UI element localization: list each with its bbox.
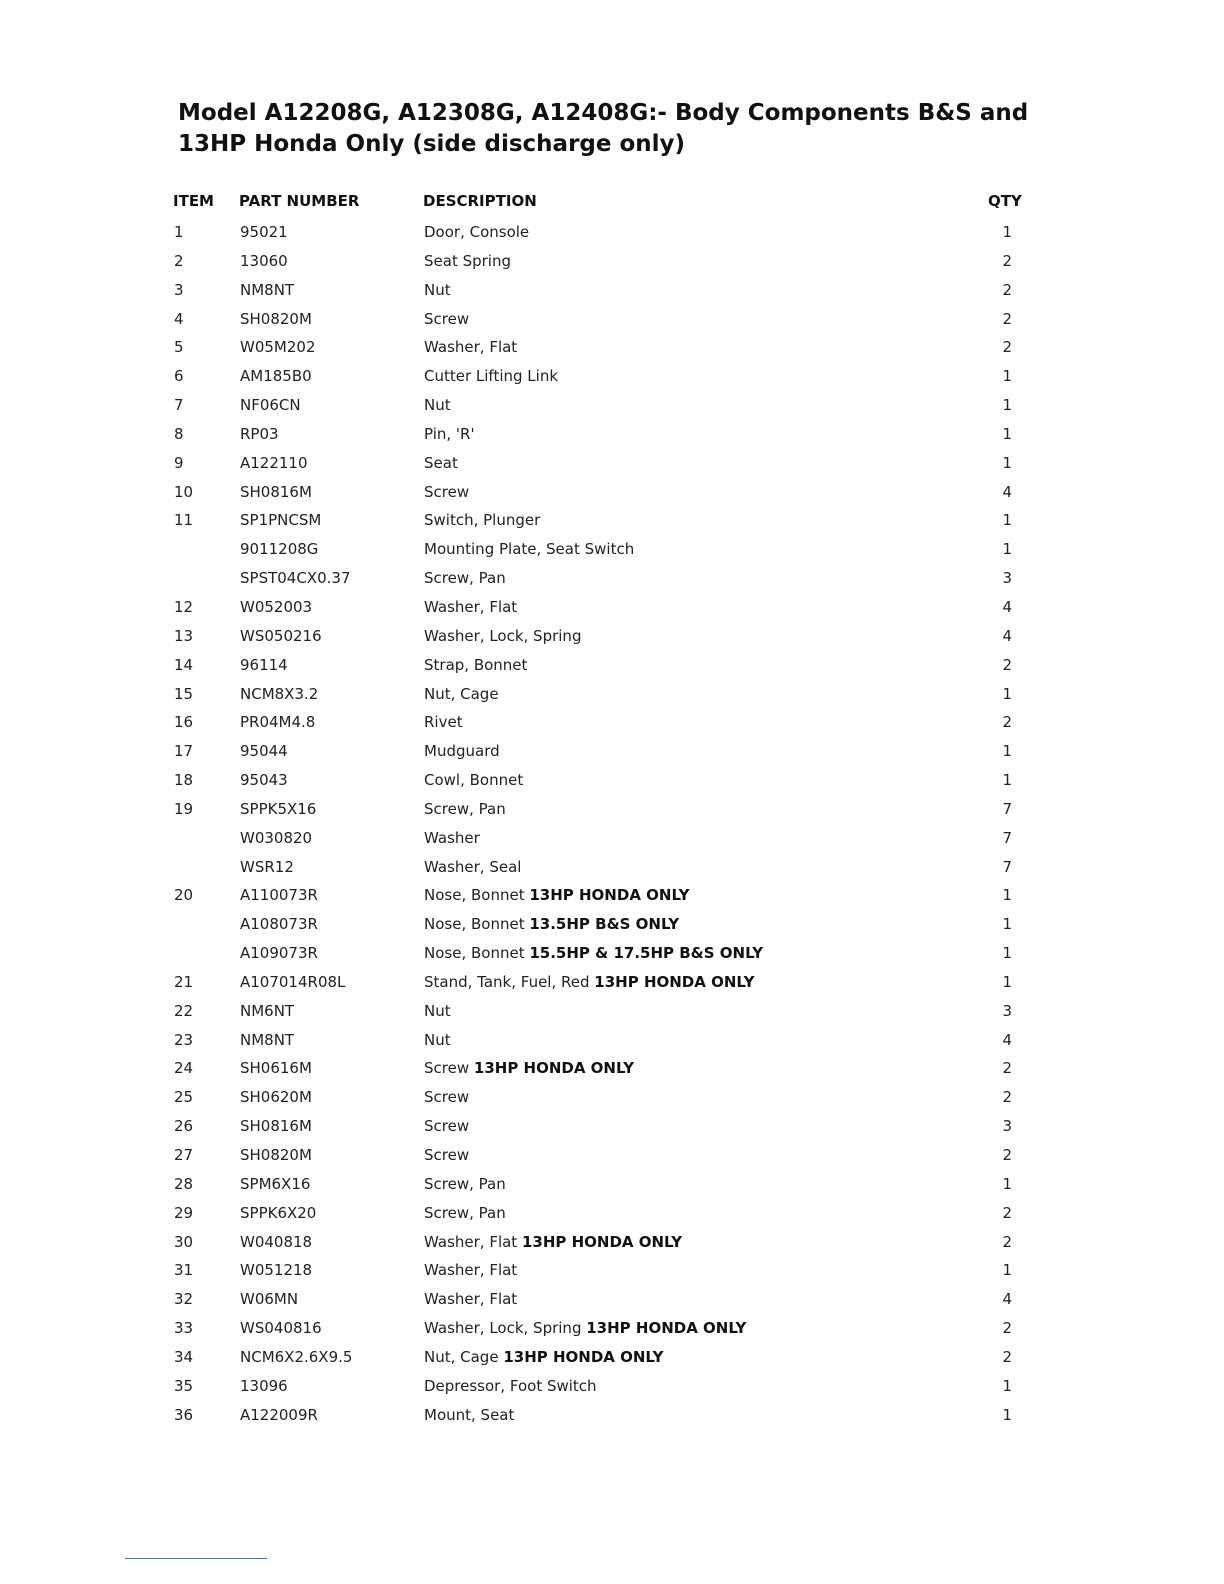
table-row: [0, 1285, 1224, 1314]
quantity: 3: [1002, 569, 1012, 588]
quantity: 1: [1002, 684, 1012, 703]
part-number: W05M202: [240, 338, 316, 357]
table-row: [0, 766, 1224, 795]
table-row: [0, 651, 1224, 680]
part-number: 9011208G: [240, 540, 319, 559]
quantity: 2: [1002, 1347, 1012, 1366]
description-text: Door, Console: [424, 223, 530, 241]
description-text: Screw: [424, 1088, 470, 1107]
part-number: 95043: [240, 771, 288, 790]
table-row: [0, 218, 1224, 247]
part-number: NM6NT: [240, 1001, 295, 1020]
part-number: NM8NT: [240, 280, 295, 299]
quantity: 1: [1002, 367, 1012, 386]
table-row: [0, 1401, 1224, 1430]
description: [424, 1261, 517, 1279]
description: [424, 1088, 469, 1106]
part-number: A108073R: [240, 915, 318, 934]
item-number: 36: [174, 1405, 194, 1424]
part-number: SP1PNCSM: [240, 511, 322, 530]
description: [424, 1233, 682, 1251]
quantity: 1: [1002, 1405, 1012, 1424]
part-number: 96114: [240, 655, 288, 674]
description: [424, 1290, 517, 1308]
item-number: 32: [174, 1290, 194, 1309]
description: [424, 425, 475, 443]
description-text: Screw, Pan: [424, 1203, 506, 1222]
item-number: 5: [174, 338, 184, 357]
description: [424, 973, 754, 991]
description-text: Seat: [424, 453, 458, 472]
description-text: Cutter Lifting Link: [424, 367, 559, 386]
part-number: SH0816M: [240, 1117, 312, 1136]
quantity: 3: [1002, 1001, 1012, 1020]
table-row: [0, 1083, 1224, 1112]
table-row: [0, 362, 1224, 391]
engine-note: 13HP HONDA ONLY: [594, 972, 755, 991]
description-text: Washer: [424, 828, 480, 847]
description-text: Screw, Pan: [424, 1174, 506, 1193]
quantity: 4: [1002, 1030, 1012, 1049]
item-number: 29: [174, 1203, 194, 1222]
description: [424, 886, 690, 904]
description-text: Nut: [424, 1001, 451, 1020]
description: [424, 944, 763, 962]
description-text: Nut: [424, 396, 451, 415]
item-number: 26: [174, 1117, 194, 1136]
item-number: 7: [174, 396, 184, 415]
table-row: [0, 420, 1224, 449]
quantity: 2: [1002, 655, 1012, 674]
description-text: Mudguard: [424, 742, 500, 761]
table-row: [0, 305, 1224, 334]
description: [424, 742, 500, 760]
description: [424, 800, 506, 818]
item-number: 11: [174, 511, 194, 530]
table-row: [0, 391, 1224, 420]
quantity: 1: [1002, 511, 1012, 530]
table-row: [0, 1170, 1224, 1199]
description: [424, 627, 581, 645]
item-number: 2: [174, 251, 184, 270]
quantity: 2: [1002, 1088, 1012, 1107]
part-number: SPPK5X16: [240, 799, 317, 818]
engine-note: 13HP HONDA ONLY: [529, 886, 690, 905]
quantity: 1: [1002, 424, 1012, 443]
part-number: SH0616M: [240, 1059, 312, 1078]
description-text: Washer, Seal: [424, 857, 522, 876]
item-number: 21: [174, 972, 194, 991]
item-number: 16: [174, 713, 194, 732]
description: [424, 1348, 664, 1366]
quantity: 1: [1002, 1174, 1012, 1193]
part-number: A110073R: [240, 886, 318, 905]
table-row: [0, 939, 1224, 968]
part-number: WSR12: [240, 857, 294, 876]
description: [424, 1002, 451, 1020]
description-text: Nut: [424, 1030, 451, 1049]
table-row: [0, 1112, 1224, 1141]
page-title: Model A12208G, A12308G, A12408G:- Body Components B&S and 13HP Honda Only (side discharge only): [178, 100, 1029, 157]
quantity: 4: [1002, 1290, 1012, 1309]
quantity: 1: [1002, 972, 1012, 991]
item-number: 15: [174, 684, 194, 703]
table-row: [0, 1054, 1224, 1083]
table-row: [0, 333, 1224, 362]
item-number: 28: [174, 1174, 194, 1193]
description: [424, 367, 558, 385]
part-number: W040818: [240, 1232, 313, 1251]
description-text: Screw: [424, 1059, 470, 1078]
part-number: PR04M4.8: [240, 713, 316, 732]
description-text: Strap, Bonnet: [424, 655, 528, 674]
table-row: [0, 1026, 1224, 1055]
description-text: Screw: [424, 1146, 470, 1164]
description-text: Mount, Seat: [424, 1405, 515, 1424]
item-number: 31: [174, 1261, 194, 1280]
description: [424, 713, 463, 731]
part-number: A109073R: [240, 944, 318, 963]
quantity: 1: [1002, 223, 1012, 241]
description-text: Washer, Flat: [424, 1261, 518, 1280]
description: [424, 338, 517, 356]
description: [424, 1175, 506, 1193]
part-number: SH0816M: [240, 482, 312, 501]
item-number: 14: [174, 655, 194, 674]
description: [424, 656, 527, 674]
quantity: 1: [1002, 453, 1012, 472]
quantity: 4: [1002, 482, 1012, 501]
part-number: RP03: [240, 424, 279, 443]
part-number: SH0620M: [240, 1088, 312, 1107]
quantity: 7: [1002, 828, 1012, 847]
item-number: 18: [174, 771, 194, 790]
part-number: 13060: [240, 251, 288, 270]
item-number: 10: [174, 482, 194, 501]
table-row: [0, 968, 1224, 997]
description: [424, 540, 634, 558]
description-text: Screw: [424, 309, 470, 328]
item-number: 30: [174, 1232, 194, 1251]
quantity: 1: [1002, 771, 1012, 790]
description: [424, 915, 679, 933]
description: [424, 1406, 514, 1424]
table-row: [0, 708, 1224, 737]
quantity: 2: [1002, 1146, 1012, 1164]
description: [424, 223, 529, 241]
part-number: SPPK6X20: [240, 1203, 317, 1222]
description-text: Nose, Bonnet: [424, 886, 525, 905]
item-number: 4: [174, 309, 184, 328]
quantity: 1: [1002, 915, 1012, 934]
quantity: 1: [1002, 1261, 1012, 1280]
description: [424, 310, 469, 328]
part-number: NCM6X2.6X9.5: [240, 1347, 353, 1366]
parts-table: [0, 218, 1224, 1429]
part-number: 95044: [240, 742, 288, 761]
table-row: [0, 1199, 1224, 1228]
part-number: A107014R08L: [240, 972, 346, 991]
item-number: 12: [174, 597, 194, 616]
quantity: 1: [1002, 886, 1012, 905]
description: [424, 252, 511, 270]
table-row: [0, 1228, 1224, 1257]
item-number: 27: [174, 1146, 194, 1164]
description: [424, 858, 521, 876]
part-number: WS040816: [240, 1319, 322, 1338]
quantity: 1: [1002, 1376, 1012, 1395]
table-row: [0, 881, 1224, 910]
quantity: 1: [1002, 396, 1012, 415]
part-number: NF06CN: [240, 396, 301, 415]
table-row: [0, 1372, 1224, 1401]
part-number: A122110: [240, 453, 308, 472]
description-text: Screw, Pan: [424, 799, 506, 818]
part-number: SPM6X16: [240, 1174, 311, 1193]
item-number: 23: [174, 1030, 194, 1049]
table-row: [0, 795, 1224, 824]
part-number: NCM8X3.2: [240, 684, 319, 703]
part-number: NM8NT: [240, 1030, 295, 1049]
description: [424, 1031, 451, 1049]
description: [424, 511, 540, 529]
part-number: W06MN: [240, 1290, 299, 1309]
table-row: [0, 680, 1224, 709]
part-number: SH0820M: [240, 309, 312, 328]
table-row: [0, 1343, 1224, 1372]
table-row: [0, 247, 1224, 276]
item-number: 34: [174, 1347, 194, 1366]
description-text: Screw: [424, 1117, 470, 1136]
part-number: A122009R: [240, 1405, 318, 1424]
engine-note: 13HP HONDA ONLY: [586, 1319, 747, 1338]
table-row: [0, 824, 1224, 853]
description-text: Washer, Flat: [424, 597, 518, 616]
footer-divider: [125, 1558, 267, 1559]
description: [424, 281, 451, 299]
engine-note: 13.5HP B&S ONLY: [529, 915, 680, 934]
item-number: 8: [174, 424, 184, 443]
description: [424, 829, 480, 847]
description: [424, 1204, 506, 1222]
description-text: Washer, Lock, Spring: [424, 626, 582, 645]
header-qty: QTY: [988, 192, 1022, 210]
part-number: W051218: [240, 1261, 313, 1280]
description: [424, 454, 458, 472]
engine-note: 13HP HONDA ONLY: [473, 1059, 635, 1078]
quantity: 2: [1002, 338, 1012, 357]
part-number: W052003: [240, 597, 313, 616]
part-number: AM185B0: [240, 367, 312, 386]
description-text: Nose, Bonnet: [424, 944, 525, 963]
quantity: 2: [1002, 251, 1012, 270]
part-number: WS050216: [240, 626, 322, 645]
quantity: 2: [1002, 1059, 1012, 1078]
table-row: [0, 997, 1224, 1026]
header-item: ITEM: [173, 192, 214, 210]
quantity: 2: [1002, 280, 1012, 299]
item-number: 3: [174, 280, 184, 299]
quantity: 1: [1002, 944, 1012, 963]
description: [424, 396, 451, 414]
table-row: [0, 1314, 1224, 1343]
item-number: 13: [174, 626, 194, 645]
header-description: DESCRIPTION: [423, 192, 537, 210]
quantity: 4: [1002, 597, 1012, 616]
description: [424, 1319, 746, 1337]
quantity: 2: [1002, 1319, 1012, 1338]
table-row: [0, 506, 1224, 535]
item-number: 25: [174, 1088, 194, 1107]
table-row: [0, 622, 1224, 651]
description-text: Seat Spring: [424, 251, 511, 270]
description: [424, 483, 469, 501]
description-text: Nose, Bonnet: [424, 915, 525, 934]
item-number: 17: [174, 742, 194, 761]
part-number: SPST04CX0.37: [240, 569, 351, 588]
quantity: 1: [1002, 540, 1012, 559]
quantity: 3: [1002, 1117, 1012, 1136]
item-number: 9: [174, 453, 184, 472]
description-text: Screw, Pan: [424, 569, 506, 588]
description-text: Nut, Cage: [424, 684, 499, 703]
table-row: [0, 535, 1224, 564]
engine-note: 13HP HONDA ONLY: [521, 1232, 683, 1251]
quantity: 4: [1002, 626, 1012, 645]
description: [424, 1146, 469, 1164]
table-row: [0, 910, 1224, 939]
table-row: [0, 1256, 1224, 1285]
table-row: [0, 564, 1224, 593]
description-text: Washer, Flat: [424, 1232, 518, 1251]
engine-note: 15.5HP & 17.5HP B&S ONLY: [529, 944, 764, 963]
part-number: 95021: [240, 223, 288, 241]
description: [424, 1377, 597, 1395]
description-text: Mounting Plate, Seat Switch: [424, 540, 635, 559]
quantity: 2: [1002, 713, 1012, 732]
description-text: Stand, Tank, Fuel, Red: [424, 972, 590, 991]
table-row: [0, 449, 1224, 478]
description-text: Washer, Lock, Spring: [424, 1319, 582, 1338]
item-number: 33: [174, 1319, 194, 1338]
description: [424, 1059, 634, 1077]
part-number: W030820: [240, 828, 313, 847]
description: [424, 771, 523, 789]
table-row: [0, 737, 1224, 766]
description: [424, 598, 517, 616]
quantity: 2: [1002, 1232, 1012, 1251]
header-part-number: PART NUMBER: [239, 192, 360, 210]
description: [424, 569, 506, 587]
description-text: Screw: [424, 482, 470, 501]
table-row: [0, 1141, 1224, 1170]
description-text: Washer, Flat: [424, 1290, 518, 1309]
item-number: 22: [174, 1001, 194, 1020]
description-text: Cowl, Bonnet: [424, 771, 524, 790]
description-text: Switch, Plunger: [424, 511, 541, 530]
quantity: 7: [1002, 799, 1012, 818]
item-number: 1: [174, 223, 184, 241]
table-row: [0, 478, 1224, 507]
description: [424, 1117, 469, 1135]
quantity: 7: [1002, 857, 1012, 876]
description-text: Nut: [424, 280, 451, 299]
engine-note: 13HP HONDA ONLY: [503, 1347, 664, 1366]
table-row: [0, 853, 1224, 882]
description-text: Rivet: [424, 713, 463, 732]
item-number: 35: [174, 1376, 194, 1395]
description: [424, 685, 499, 703]
table-row: [0, 276, 1224, 305]
description-text: Depressor, Foot Switch: [424, 1376, 597, 1395]
item-number: 19: [174, 799, 194, 818]
quantity: 2: [1002, 1203, 1012, 1222]
item-number: 6: [174, 367, 184, 386]
description-text: Washer, Flat: [424, 338, 518, 357]
item-number: 20: [174, 886, 194, 905]
item-number: 24: [174, 1059, 194, 1078]
part-number: 13096: [240, 1376, 288, 1395]
quantity: 1: [1002, 742, 1012, 761]
description-text: Nut, Cage: [424, 1347, 499, 1366]
description-text: Pin, 'R': [424, 424, 475, 443]
part-number: SH0820M: [240, 1146, 312, 1164]
table-row: [0, 593, 1224, 622]
quantity: 2: [1002, 309, 1012, 328]
